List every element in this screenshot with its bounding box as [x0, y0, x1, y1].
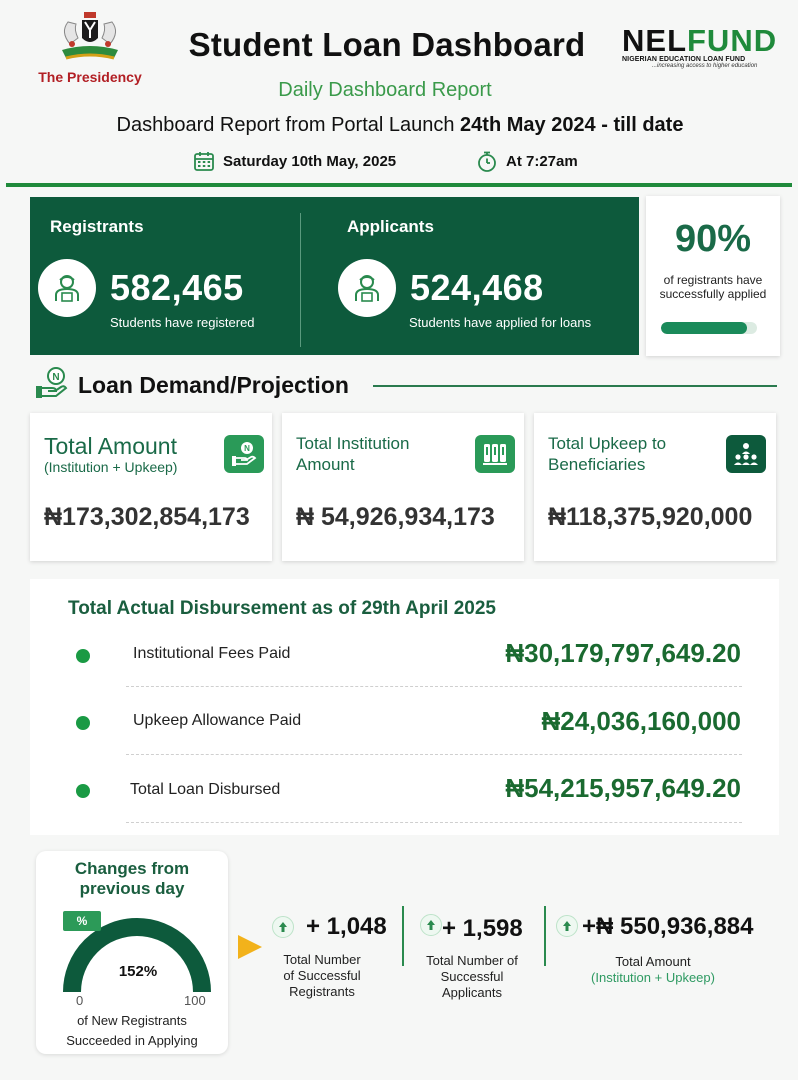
card-icon-box — [726, 435, 766, 473]
arrow-up-icon — [420, 914, 442, 936]
row-divider — [126, 754, 742, 755]
card-icon-box — [475, 435, 515, 473]
institution-icon — [481, 440, 509, 468]
page-subtitle: Daily Dashboard Report — [278, 79, 492, 101]
delta-desc-line: Total Number of — [426, 953, 518, 968]
svg-text:N: N — [244, 444, 250, 453]
coat-of-arms-icon — [52, 10, 128, 70]
percent-badge: % — [63, 911, 101, 931]
report-time-text: At 7:27am — [506, 152, 578, 170]
card-label — [548, 433, 666, 475]
delta-desc-line: (Institution + Upkeep) — [591, 970, 715, 985]
delta-value: + 1,048 — [306, 913, 387, 940]
changes-desc-line2: Succeeded in Applying — [66, 1033, 198, 1048]
gauge-max-label: 100 — [184, 993, 206, 1008]
disbursement-row — [30, 627, 779, 687]
logo-name: NIGERIAN EDUCATION LOAN FUND — [622, 56, 746, 63]
disbursement-label: Total Loan Disbursed — [130, 781, 281, 798]
arrow-up-icon — [272, 916, 294, 938]
delta-value: +₦ 550,936,884 — [582, 913, 754, 940]
card-label-sub: Amount — [296, 455, 355, 474]
gauge-value: 152% — [118, 963, 158, 980]
bullet-icon — [76, 784, 90, 798]
student-icon — [350, 271, 384, 305]
report-period — [40, 114, 760, 137]
report-date: 24th May 2024 - till date — [460, 114, 684, 136]
delta-desc-line: of Successful — [283, 968, 361, 983]
disbursement-label: Institutional Fees Paid — [133, 645, 291, 662]
row-divider — [126, 686, 742, 687]
total-amount-value: ₦173,302,854,173 — [44, 503, 250, 531]
logo-tagline: ...increasing access to higher education — [652, 63, 758, 69]
changes-title-line2: previous day — [79, 879, 185, 898]
changes-desc — [36, 1011, 228, 1051]
changes-title-line1: Changes from — [74, 859, 190, 878]
hand-coin-icon — [34, 366, 70, 400]
gauge-min-label: 0 — [76, 993, 84, 1008]
hand-coin-icon — [230, 440, 258, 468]
disbursement-panel — [30, 579, 779, 835]
bullet-icon — [76, 716, 90, 730]
changes-title — [36, 859, 228, 899]
stats-divider — [300, 213, 301, 347]
success-rate-card — [646, 196, 780, 356]
delta-desc — [270, 952, 374, 1000]
delta-desc-line: Total Number — [283, 952, 361, 967]
applicants-label: Applicants — [347, 217, 434, 236]
applicants-desc: Students have applied for loans — [409, 315, 592, 330]
arrow-up-icon — [556, 915, 578, 937]
card-label-main: Total Amount — [44, 433, 177, 459]
logo-nel: NEL — [622, 23, 687, 58]
report-date-text: Saturday 10th May, 2025 — [223, 152, 397, 170]
upkeep-card — [534, 413, 776, 561]
report-prefix: Dashboard Report from Portal Launch — [116, 114, 461, 136]
bullet-icon — [76, 649, 90, 663]
disbursement-row — [30, 693, 779, 753]
disbursement-label: Upkeep Allowance Paid — [133, 712, 302, 729]
card-label-sub: Beneficiaries — [548, 455, 646, 474]
disbursement-amount: ₦24,036,160,000 — [541, 706, 741, 736]
student-icon — [50, 271, 84, 305]
top-stats-panel — [30, 197, 639, 355]
report-time-row — [476, 148, 578, 174]
report-date-row — [193, 148, 396, 174]
delta-desc-line: Registrants — [289, 984, 355, 999]
applicants-value: 524,468 — [410, 267, 544, 308]
card-label — [44, 433, 177, 475]
pointer-arrow-icon — [238, 935, 262, 959]
delta-desc-line: Successful — [440, 969, 504, 984]
registrants-value: 582,465 — [110, 267, 244, 308]
success-rate-bar — [661, 322, 757, 334]
delta-desc-line: Total Amount — [615, 954, 691, 969]
card-label-main: Total Upkeep to — [548, 434, 667, 453]
gauge-fill — [72, 927, 202, 992]
total-amount-card — [30, 413, 272, 561]
delta-desc-line: Applicants — [442, 985, 502, 1000]
loan-demand-rule — [373, 385, 777, 387]
card-label — [296, 433, 409, 475]
disbursement-amount: ₦30,179,797,649.20 — [505, 638, 741, 668]
delta-desc — [414, 953, 530, 1001]
presidency-label: The Presidency — [38, 69, 142, 85]
changes-desc-line1: of New Registrants — [77, 1013, 187, 1028]
delta-value: + 1,598 — [442, 915, 523, 942]
institution-amount-card — [282, 413, 524, 561]
changes-card — [36, 851, 228, 1054]
header-divider — [6, 183, 792, 187]
success-rate-value: 90% — [674, 218, 752, 260]
stopwatch-icon — [476, 150, 498, 172]
page-title: Student Loan Dashboard — [188, 26, 586, 63]
institution-amount-value: ₦ 54,926,934,173 — [296, 503, 495, 531]
delta-divider — [544, 906, 546, 966]
row-divider — [126, 822, 742, 823]
card-label-sub: (Institution + Upkeep) — [44, 459, 178, 475]
delta-desc — [578, 954, 728, 986]
delta-divider — [402, 906, 404, 966]
card-label-main: Total Institution — [296, 434, 410, 453]
disbursement-amount: ₦54,215,957,649.20 — [505, 773, 741, 803]
registrants-label: Registrants — [50, 217, 144, 236]
success-rate-bar-fill — [661, 322, 747, 334]
svg-text:N: N — [52, 372, 60, 383]
logo-fund: FUND — [687, 23, 778, 58]
calendar-icon — [193, 150, 215, 172]
applicants-icon-circle — [338, 259, 396, 317]
card-icon-box — [224, 435, 264, 473]
nelfund-logo — [622, 23, 782, 69]
disbursement-row — [30, 761, 779, 821]
success-rate-desc: of registrants have successfully applied — [659, 273, 767, 301]
beneficiaries-icon — [732, 440, 760, 468]
disbursement-title: Total Actual Disbursement as of 29th April 2025 — [68, 598, 496, 619]
registrants-desc: Students have registered — [110, 315, 255, 330]
upkeep-value: ₦118,375,920,000 — [548, 503, 753, 531]
registrants-icon-circle — [38, 259, 96, 317]
loan-demand-title: Loan Demand/Projection — [78, 372, 349, 398]
